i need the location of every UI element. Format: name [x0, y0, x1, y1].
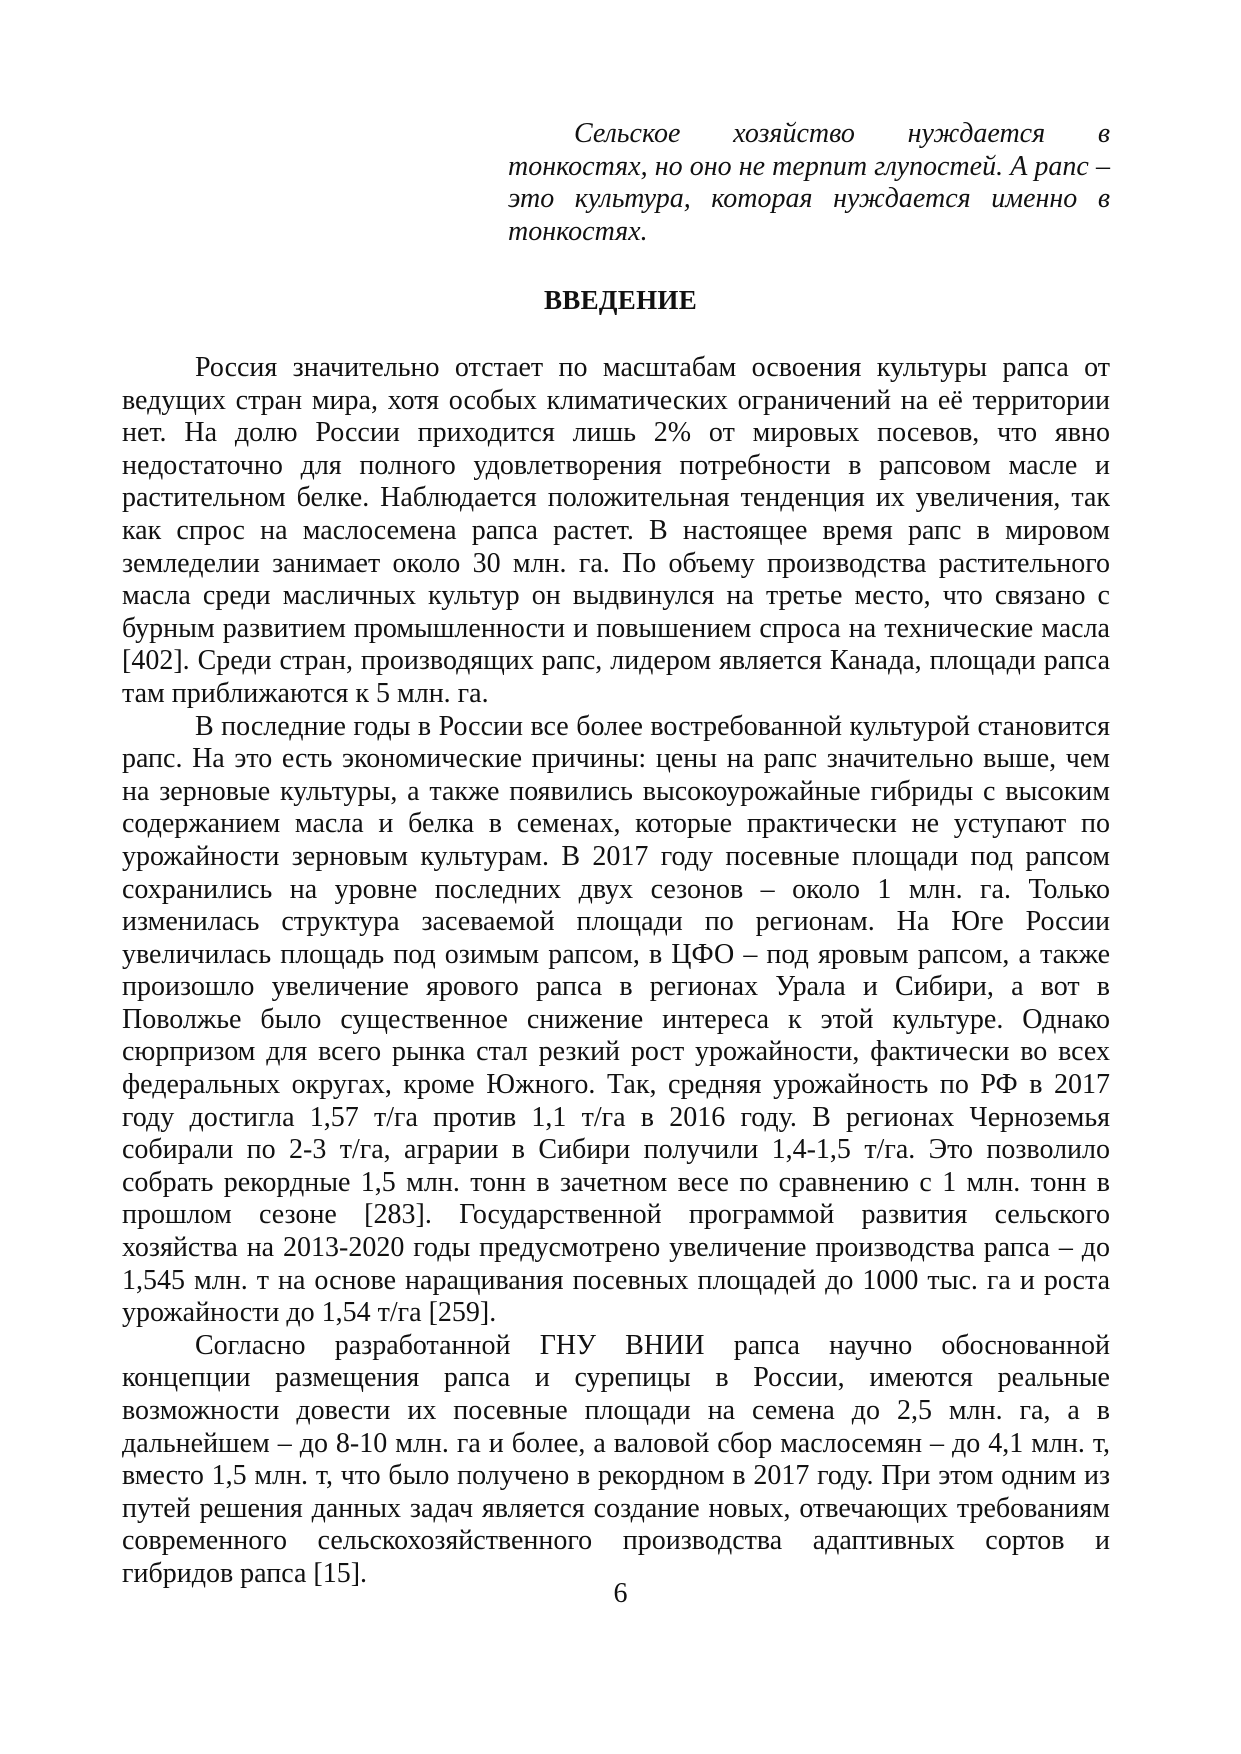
- paragraph: Россия значительно отстает по масштабам освоения культуры рапса от ведущих стран мира, хотя особых климатических ограничений на её территории нет. На долю России приходится лишь 2% от мировых посевов, что явно недостаточно для полного удовлетворения потребности в рапсовом масле и растительном белке. Наблюдается положительная тенденция их увеличения, так как спрос на маслосемена рапса растет. В настоящее время рапс в мировом земледелии занимает около 30 млн. га. По объему производства растительного масла среди масличных культур он выдвинулся на третье место, что связано с бурным развитием промышленности и повышением спроса на технические масла [402]. Среди стран, производящих рапс, лидером является Канада, площади рапса там приближаются к 5 млн. га.: [122, 352, 1110, 709]
- body-text: [122, 352, 1110, 1591]
- epigraph: Сельское хозяйство нуждается в тонкостях, но оно не терпит глупостей. А рапс – это культура, которая нуждается именно в тонкостях.: [508, 118, 1110, 247]
- paragraph: Согласно разработанной ГНУ ВНИИ рапса научно обоснованной концепции размещения рапса и сурепицы в России, имеются реальные возможности довести их посевные площади на семена до 2,5 млн. га, а в дальнейшем – до 8-10 млн. га и более, а валовой сбор маслосемян – до 4,1 млн. т, вместо 1,5 млн. т, что было получено в рекордном в 2017 году. При этом одним из путей решения данных задач является создание новых, отвечающих требованиям современного сельскохозяйственного производства адаптивных сортов и гибридов рапса [15].: [122, 1329, 1110, 1589]
- section-heading: ВВЕДЕНИЕ: [543, 285, 698, 315]
- paragraph: В последние годы в России все более востребованной культурой становится рапс. На это есть экономические причины: цены на рапс значительно выше, чем на зерновые культуры, а также появились высокоурожайные гибриды с высоким содержанием масла и белка в семенах, которые практически не уступают по урожайности зерновым культурам. В 2017 году посевные площади под рапсом сохранились на уровне последних двух сезонов – около 1 млн. га. Только изменилась структура засеваемой площади по регионам. На Юге России увеличилась площадь под озимым рапсом, в ЦФО – под яровым рапсом, а также произошло увеличение ярового рапса в регионах Урала и Сибири, а вот в Поволжье было существенное снижение интереса к этой культуре. Однако сюрпризом для всего рынка стал резкий рост урожайности, фактически во всех федеральных округах, кроме Южного. Так, средняя урожайность по РФ в 2017 году достигла 1,57 т/га против 1,1 т/га в 2016 году. В регионах Черноземья собирали по 2-3 т/га, аграрии в Сибири получили 1,4-1,5 т/га. Это позволило собрать рекордные 1,5 млн. тонн в зачетном весе по сравнению с 1 млн. тонн в прошлом сезоне [283]. Государственной программой развития сельского хозяйства на 2013-2020 годы предусмотрено увеличение производства рапса – до 1,545 млн. т на основе наращивания посевных площадей до 1000 тыс. га и роста урожайности до 1,54 т/га [259].: [122, 710, 1110, 1329]
- page-number: 6: [613, 1578, 628, 1609]
